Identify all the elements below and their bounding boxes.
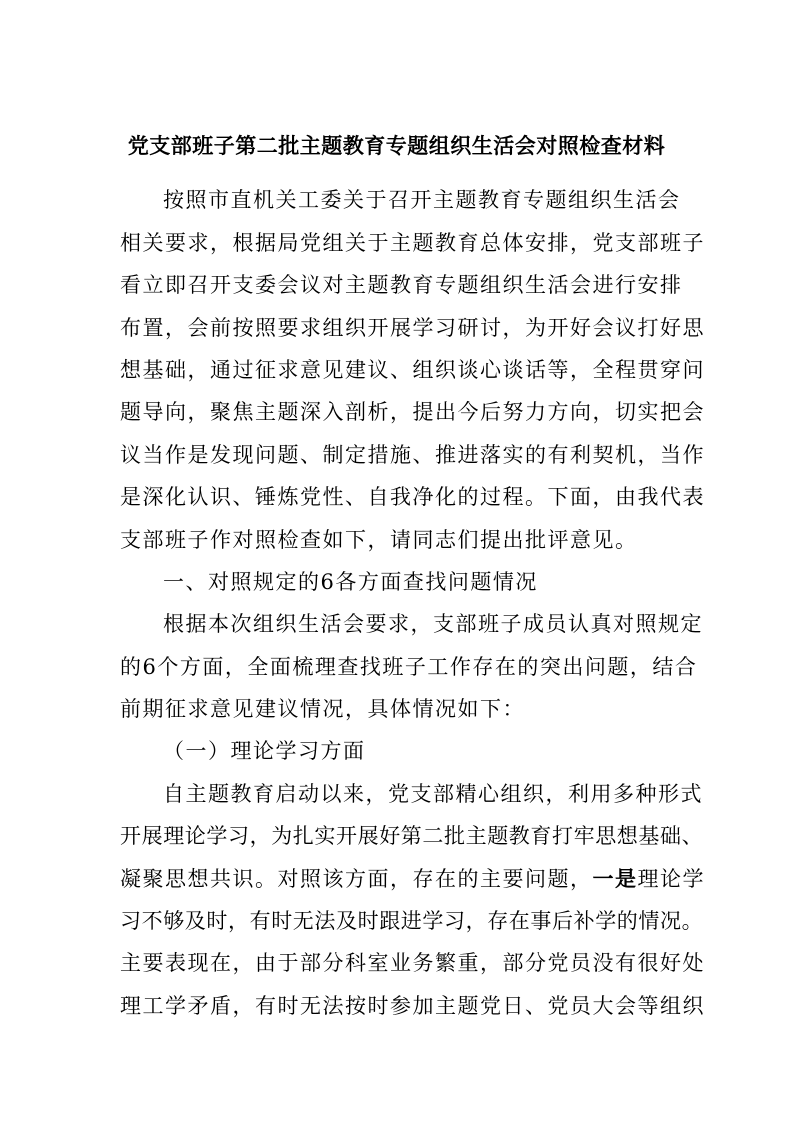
section-heading: 一、对照规定的6各方面查找问题情况 <box>163 570 538 594</box>
paragraph-text: 凝聚思想共识。对照该方面，存在的主要问题， <box>120 867 593 891</box>
paragraph-line: 根据本次组织生活会要求，支部班子成员认真对照规定 <box>163 612 703 636</box>
paragraph-line: 看立即召开支委会议对主题教育专题组织生活会进行安排 <box>120 273 683 297</box>
paragraph-line: 是深化认识、锤炼党性、自我净化的过程。下面，由我代表 <box>120 485 705 509</box>
paragraph-line: 开展理论学习，为扎实开展好第二批主题教育打牢思想基础、 <box>120 824 704 848</box>
paragraph-line: 前期征求意见建议情况，具体情况如下： <box>120 697 525 721</box>
paragraph-line: 想基础，通过征求意见建议、组织谈心谈话等，全程贯穿问 <box>120 358 705 382</box>
paragraph-line: 支部班子作对照检查如下，请同志们提出批评意见。 <box>120 528 638 552</box>
paragraph-text: 理论学 <box>637 867 705 891</box>
bold-emphasis: 一是 <box>592 866 638 891</box>
paragraph-line: 题导向，聚焦主题深入剖析，提出今后努力方向，切实把会 <box>120 400 705 424</box>
document-title: 党支部班子第二批主题教育专题组织生活会对照检查材料 <box>127 133 666 158</box>
paragraph-line: 主要表现在，由于部分科室业务繁重，部分党员没有很好处 <box>120 951 705 975</box>
paragraph-line: 理工学矛盾，有时无法按时参加主题党日、党员大会等组织 <box>120 994 705 1018</box>
paragraph-line: 按照市直机关工委关于召开主题教育专题组织生活会 <box>163 188 681 212</box>
paragraph-line: 布置，会前按照要求组织开展学习研讨，为开好会议打好思 <box>120 316 705 340</box>
paragraph-line: 相关要求，根据局党组关于主题教育总体安排，党支部班子 <box>120 231 705 255</box>
paragraph-line-with-emphasis <box>120 865 705 893</box>
subsection-heading: （一）理论学习方面 <box>163 739 366 763</box>
paragraph-line: 议当作是发现问题、制定措施、推进落实的有利契机，当作 <box>120 443 705 467</box>
paragraph-line: 自主题教育启动以来，党支部精心组织，利用多种形式 <box>163 782 703 806</box>
paragraph-line: 的6个方面，全面梳理查找班子工作存在的突出问题，结合 <box>120 655 698 679</box>
paragraph-line: 习不够及时，有时无法及时跟进学习，存在事后补学的情况。 <box>120 909 704 933</box>
